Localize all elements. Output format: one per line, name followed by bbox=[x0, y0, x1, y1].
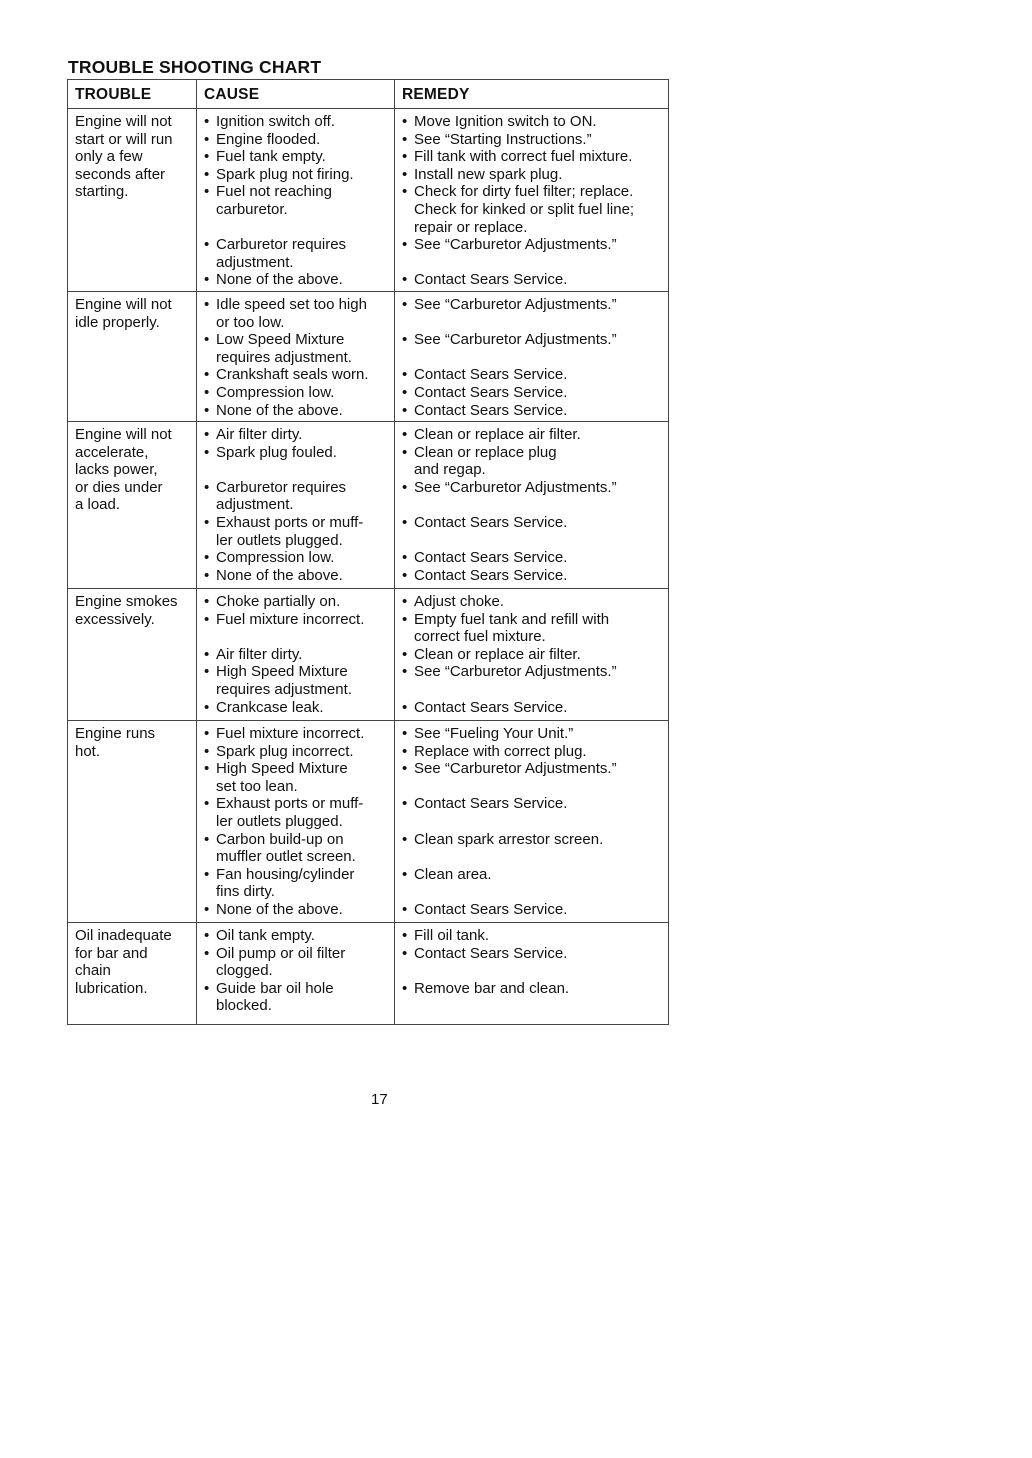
cause-text: Carburetor requires bbox=[216, 478, 347, 496]
remedy-cell bbox=[395, 923, 669, 1025]
remedy-cell bbox=[395, 109, 669, 292]
cause-text: carburetor. bbox=[216, 200, 288, 218]
spacer bbox=[204, 628, 388, 646]
remedy-item bbox=[402, 514, 662, 532]
page-number: 17 bbox=[371, 1091, 388, 1108]
spacer bbox=[402, 883, 662, 901]
bullet-icon: • bbox=[204, 426, 210, 444]
cause-text: Engine flooded. bbox=[216, 130, 321, 148]
cause-text: None of the above. bbox=[216, 901, 343, 919]
spacer bbox=[402, 962, 662, 980]
remedy-item bbox=[402, 795, 662, 813]
bullet-icon: • bbox=[204, 401, 210, 419]
cause-text: or too low. bbox=[216, 313, 285, 331]
remedy-item bbox=[402, 131, 662, 149]
table-row bbox=[68, 923, 669, 1025]
trouble-text: hot. bbox=[75, 742, 101, 760]
header-remedy: REMEDY bbox=[395, 80, 669, 109]
remedy-text: Clean or replace air filter. bbox=[414, 426, 581, 444]
bullet-icon: • bbox=[204, 165, 210, 183]
bullet-icon: • bbox=[204, 645, 210, 663]
cause-item bbox=[204, 183, 388, 218]
remedy-item bbox=[402, 236, 662, 254]
remedy-text: Check for kinked or split fuel line; bbox=[414, 200, 635, 218]
cause-cell bbox=[197, 291, 395, 421]
trouble-text: only a few bbox=[75, 148, 143, 166]
remedy-text: Contact Sears Service. bbox=[414, 566, 568, 584]
remedy-text: Fill oil tank. bbox=[414, 927, 490, 945]
table-row bbox=[68, 422, 669, 589]
trouble-text: excessively. bbox=[75, 610, 155, 628]
cause-text: Guide bar oil hole bbox=[216, 979, 334, 997]
cause-item bbox=[204, 549, 388, 567]
bullet-icon: • bbox=[402, 148, 408, 166]
bullet-icon: • bbox=[204, 478, 210, 496]
bullet-icon: • bbox=[204, 366, 210, 384]
cause-text: Exhaust ports or muff- bbox=[216, 514, 364, 532]
remedy-item bbox=[402, 479, 662, 497]
cause-item bbox=[204, 148, 388, 166]
cause-item bbox=[204, 426, 388, 444]
remedy-item bbox=[402, 183, 662, 236]
cause-text: Fuel mixture incorrect. bbox=[216, 610, 365, 628]
bullet-icon: • bbox=[402, 979, 408, 997]
cause-text: High Speed Mixture bbox=[216, 663, 348, 681]
cause-text: Fuel not reaching bbox=[216, 183, 332, 201]
remedy-item bbox=[402, 549, 662, 567]
cause-item bbox=[204, 567, 388, 585]
bullet-icon: • bbox=[402, 901, 408, 919]
bullet-icon: • bbox=[402, 760, 408, 778]
cause-text: requires adjustment. bbox=[216, 348, 352, 366]
remedy-cell bbox=[395, 589, 669, 721]
trouble-cell bbox=[68, 109, 197, 292]
remedy-text: See “Carburetor Adjustments.” bbox=[414, 478, 617, 496]
remedy-item bbox=[402, 901, 662, 919]
cause-item bbox=[204, 831, 388, 866]
remedy-text: Replace with correct plug. bbox=[414, 742, 587, 760]
remedy-text: See “Carburetor Adjustments.” bbox=[414, 331, 617, 349]
cause-item bbox=[204, 514, 388, 549]
cause-cell bbox=[197, 923, 395, 1025]
bullet-icon: • bbox=[402, 593, 408, 611]
remedy-item bbox=[402, 866, 662, 884]
bullet-icon: • bbox=[402, 514, 408, 532]
trouble-text: for bar and bbox=[75, 944, 148, 962]
cause-text: ler outlets plugged. bbox=[216, 531, 343, 549]
cause-text: Spark plug fouled. bbox=[216, 443, 337, 461]
bullet-icon: • bbox=[402, 663, 408, 681]
cause-item bbox=[204, 296, 388, 331]
trouble-text: or dies under bbox=[75, 478, 163, 496]
cause-text: High Speed Mixture bbox=[216, 760, 348, 778]
remedy-item bbox=[402, 366, 662, 384]
bullet-icon: • bbox=[204, 566, 210, 584]
bullet-icon: • bbox=[204, 295, 210, 313]
remedy-item bbox=[402, 927, 662, 945]
trouble-cell bbox=[68, 291, 197, 421]
trouble-text: Engine runs bbox=[75, 725, 156, 743]
remedy-item bbox=[402, 699, 662, 717]
cause-text: Oil tank empty. bbox=[216, 927, 315, 945]
bullet-icon: • bbox=[402, 725, 408, 743]
trouble-text: Engine will not bbox=[75, 295, 172, 313]
cause-text: Crankcase leak. bbox=[216, 698, 324, 716]
cause-item bbox=[204, 402, 388, 420]
cause-item bbox=[204, 166, 388, 184]
trouble-text: Engine smokes bbox=[75, 593, 178, 611]
bullet-icon: • bbox=[204, 130, 210, 148]
remedy-text: Contact Sears Service. bbox=[414, 901, 568, 919]
remedy-text: Remove bar and clean. bbox=[414, 979, 570, 997]
cause-text: Fuel tank empty. bbox=[216, 148, 326, 166]
header-cause: CAUSE bbox=[197, 80, 395, 109]
spacer bbox=[402, 314, 662, 332]
remedy-item bbox=[402, 980, 662, 998]
cause-cell bbox=[197, 721, 395, 923]
cause-text: Air filter dirty. bbox=[216, 645, 303, 663]
remedy-text: Fill tank with correct fuel mixture. bbox=[414, 148, 633, 166]
bullet-icon: • bbox=[402, 478, 408, 496]
remedy-item bbox=[402, 384, 662, 402]
remedy-text: Contact Sears Service. bbox=[414, 514, 568, 532]
bullet-icon: • bbox=[204, 725, 210, 743]
cause-item bbox=[204, 131, 388, 149]
cause-text: Fan housing/cylinder bbox=[216, 865, 355, 883]
trouble-text: a load. bbox=[75, 496, 121, 514]
cause-text: Choke partially on. bbox=[216, 593, 341, 611]
trouble-text: idle properly. bbox=[75, 313, 160, 331]
cause-text: Crankshaft seals worn. bbox=[216, 366, 369, 384]
bullet-icon: • bbox=[402, 830, 408, 848]
bullet-icon: • bbox=[402, 698, 408, 716]
remedy-cell bbox=[395, 291, 669, 421]
remedy-item bbox=[402, 725, 662, 743]
bullet-icon: • bbox=[402, 742, 408, 760]
spacer bbox=[402, 778, 662, 796]
bullet-icon: • bbox=[204, 148, 210, 166]
trouble-text: seconds after bbox=[75, 165, 166, 183]
table-row bbox=[68, 109, 669, 292]
header-trouble: TROUBLE bbox=[68, 80, 197, 109]
bullet-icon: • bbox=[402, 443, 408, 461]
trouble-text: start or will run bbox=[75, 130, 173, 148]
cause-text: adjustment. bbox=[216, 253, 294, 271]
cause-item bbox=[204, 927, 388, 945]
bullet-icon: • bbox=[204, 979, 210, 997]
remedy-item bbox=[402, 743, 662, 761]
cause-text: Fuel mixture incorrect. bbox=[216, 725, 365, 743]
remedy-item bbox=[402, 113, 662, 131]
cause-item bbox=[204, 593, 388, 611]
remedy-text: Clean or replace air filter. bbox=[414, 645, 581, 663]
trouble-cell bbox=[68, 422, 197, 589]
remedy-item bbox=[402, 271, 662, 289]
cause-cell bbox=[197, 589, 395, 721]
trouble-text: Oil inadequate bbox=[75, 927, 172, 945]
bullet-icon: • bbox=[204, 549, 210, 567]
remedy-text: See “Starting Instructions.” bbox=[414, 130, 592, 148]
bullet-icon: • bbox=[402, 401, 408, 419]
bullet-icon: • bbox=[204, 383, 210, 401]
remedy-item bbox=[402, 945, 662, 963]
remedy-cell bbox=[395, 422, 669, 589]
trouble-text: accelerate, bbox=[75, 443, 149, 461]
spacer bbox=[402, 532, 662, 550]
bullet-icon: • bbox=[204, 593, 210, 611]
cause-text: adjustment. bbox=[216, 496, 294, 514]
cause-text: Low Speed Mixture bbox=[216, 331, 345, 349]
remedy-item bbox=[402, 593, 662, 611]
bullet-icon: • bbox=[402, 426, 408, 444]
bullet-icon: • bbox=[204, 865, 210, 883]
bullet-icon: • bbox=[402, 645, 408, 663]
cause-item bbox=[204, 795, 388, 830]
remedy-item bbox=[402, 831, 662, 849]
bullet-icon: • bbox=[402, 366, 408, 384]
cause-item bbox=[204, 331, 388, 366]
spacer bbox=[402, 496, 662, 514]
bullet-icon: • bbox=[402, 183, 408, 201]
bullet-icon: • bbox=[402, 549, 408, 567]
cause-item bbox=[204, 444, 388, 462]
remedy-text: Contact Sears Service. bbox=[414, 401, 568, 419]
bullet-icon: • bbox=[204, 610, 210, 628]
cause-item bbox=[204, 866, 388, 901]
bullet-icon: • bbox=[204, 830, 210, 848]
cause-item bbox=[204, 760, 388, 795]
cause-text: Spark plug not firing. bbox=[216, 165, 354, 183]
remedy-item bbox=[402, 646, 662, 664]
remedy-text: Contact Sears Service. bbox=[414, 795, 568, 813]
cause-text: Ignition switch off. bbox=[216, 113, 335, 130]
remedy-item bbox=[402, 760, 662, 778]
remedy-text: Check for dirty fuel filter; replace. bbox=[414, 183, 634, 201]
remedy-text: See “Carburetor Adjustments.” bbox=[414, 760, 617, 778]
spacer bbox=[402, 349, 662, 367]
trouble-cell bbox=[68, 721, 197, 923]
table-header-row bbox=[68, 80, 669, 109]
remedy-item bbox=[402, 567, 662, 585]
cause-text: blocked. bbox=[216, 997, 272, 1015]
cause-text: muffler outlet screen. bbox=[216, 848, 356, 866]
cause-text: Carbon build-up on bbox=[216, 830, 344, 848]
trouble-text: Engine will not bbox=[75, 426, 172, 444]
bullet-icon: • bbox=[204, 795, 210, 813]
cause-text: set too lean. bbox=[216, 777, 298, 795]
spacer bbox=[204, 461, 388, 479]
remedy-item bbox=[402, 444, 662, 479]
cause-cell bbox=[197, 422, 395, 589]
remedy-text: Contact Sears Service. bbox=[414, 549, 568, 567]
cause-text: Air filter dirty. bbox=[216, 426, 303, 444]
remedy-text: See “Fueling Your Unit.” bbox=[414, 725, 574, 743]
remedy-item bbox=[402, 663, 662, 681]
remedy-text: Adjust choke. bbox=[414, 593, 505, 611]
remedy-text: Contact Sears Service. bbox=[414, 366, 568, 384]
bullet-icon: • bbox=[402, 865, 408, 883]
remedy-text: Clean area. bbox=[414, 865, 492, 883]
cause-item bbox=[204, 271, 388, 289]
remedy-item bbox=[402, 166, 662, 184]
cause-item bbox=[204, 663, 388, 698]
cause-item bbox=[204, 980, 388, 1015]
remedy-text: correct fuel mixture. bbox=[414, 628, 546, 646]
remedy-text: Clean or replace plug bbox=[414, 443, 557, 461]
cause-text: Carburetor requires bbox=[216, 236, 347, 254]
remedy-text: Empty fuel tank and refill with bbox=[414, 610, 610, 628]
bullet-icon: • bbox=[204, 183, 210, 201]
trouble-text: starting. bbox=[75, 183, 129, 201]
cause-item bbox=[204, 384, 388, 402]
bullet-icon: • bbox=[204, 901, 210, 919]
remedy-item bbox=[402, 331, 662, 349]
remedy-item bbox=[402, 402, 662, 420]
cause-text: clogged. bbox=[216, 962, 273, 980]
bullet-icon: • bbox=[402, 927, 408, 945]
spacer bbox=[402, 254, 662, 272]
remedy-text: See “Carburetor Adjustments.” bbox=[414, 295, 617, 313]
remedy-text: Contact Sears Service. bbox=[414, 271, 568, 289]
bullet-icon: • bbox=[402, 165, 408, 183]
cause-item bbox=[204, 646, 388, 664]
trouble-text: chain bbox=[75, 962, 111, 980]
table-row bbox=[68, 721, 669, 923]
bullet-icon: • bbox=[402, 610, 408, 628]
remedy-text: Contact Sears Service. bbox=[414, 944, 568, 962]
bullet-icon: • bbox=[402, 383, 408, 401]
table-row bbox=[68, 291, 669, 421]
bullet-icon: • bbox=[402, 566, 408, 584]
remedy-item bbox=[402, 148, 662, 166]
cause-text: None of the above. bbox=[216, 566, 343, 584]
bullet-icon: • bbox=[402, 944, 408, 962]
cause-text: ler outlets plugged. bbox=[216, 813, 343, 831]
remedy-item bbox=[402, 296, 662, 314]
cause-item bbox=[204, 113, 388, 131]
cause-text: None of the above. bbox=[216, 401, 343, 419]
spacer bbox=[204, 219, 388, 237]
trouble-text: Engine will not bbox=[75, 113, 172, 130]
remedy-cell bbox=[395, 721, 669, 923]
cause-item bbox=[204, 479, 388, 514]
bullet-icon: • bbox=[402, 236, 408, 254]
remedy-text: Install new spark plug. bbox=[414, 165, 563, 183]
bullet-icon: • bbox=[204, 443, 210, 461]
cause-item bbox=[204, 699, 388, 717]
cause-cell bbox=[197, 109, 395, 292]
cause-item bbox=[204, 901, 388, 919]
cause-text: Compression low. bbox=[216, 549, 335, 567]
remedy-text: Contact Sears Service. bbox=[414, 383, 568, 401]
cause-item bbox=[204, 743, 388, 761]
remedy-text: and regap. bbox=[414, 461, 486, 479]
table-body bbox=[68, 109, 669, 1025]
trouble-text: lubrication. bbox=[75, 979, 148, 997]
trouble-cell bbox=[68, 589, 197, 721]
cause-item bbox=[204, 366, 388, 384]
chart-title: TROUBLE SHOOTING CHART bbox=[68, 57, 322, 77]
bullet-icon: • bbox=[204, 663, 210, 681]
remedy-text: Contact Sears Service. bbox=[414, 698, 568, 716]
trouble-text: lacks power, bbox=[75, 461, 158, 479]
bullet-icon: • bbox=[402, 795, 408, 813]
bullet-icon: • bbox=[204, 271, 210, 289]
cause-text: Exhaust ports or muff- bbox=[216, 795, 364, 813]
cause-text: Oil pump or oil filter bbox=[216, 944, 346, 962]
bullet-icon: • bbox=[204, 944, 210, 962]
trouble-cell bbox=[68, 923, 197, 1025]
remedy-text: repair or replace. bbox=[414, 218, 528, 236]
bullet-icon: • bbox=[402, 331, 408, 349]
remedy-text: See “Carburetor Adjustments.” bbox=[414, 236, 617, 254]
cause-item bbox=[204, 611, 388, 629]
remedy-text: Clean spark arrestor screen. bbox=[414, 830, 604, 848]
remedy-item bbox=[402, 611, 662, 646]
cause-item bbox=[204, 236, 388, 271]
bullet-icon: • bbox=[402, 271, 408, 289]
cause-text: None of the above. bbox=[216, 271, 343, 289]
bullet-icon: • bbox=[204, 113, 210, 130]
spacer bbox=[402, 813, 662, 831]
remedy-item bbox=[402, 426, 662, 444]
cause-text: Spark plug incorrect. bbox=[216, 742, 354, 760]
cause-text: Idle speed set too high bbox=[216, 295, 367, 313]
bullet-icon: • bbox=[204, 742, 210, 760]
bullet-icon: • bbox=[402, 295, 408, 313]
cause-text: Compression low. bbox=[216, 383, 335, 401]
remedy-text: Move Ignition switch to ON. bbox=[414, 113, 597, 130]
bullet-icon: • bbox=[204, 514, 210, 532]
spacer bbox=[402, 848, 662, 866]
cause-text: requires adjustment. bbox=[216, 681, 352, 699]
spacer bbox=[402, 681, 662, 699]
cause-text: fins dirty. bbox=[216, 883, 275, 901]
bullet-icon: • bbox=[204, 331, 210, 349]
bullet-icon: • bbox=[204, 236, 210, 254]
troubleshooting-table bbox=[67, 79, 669, 1025]
bullet-icon: • bbox=[204, 760, 210, 778]
table-row bbox=[68, 589, 669, 721]
cause-item bbox=[204, 725, 388, 743]
remedy-text: See “Carburetor Adjustments.” bbox=[414, 663, 617, 681]
bullet-icon: • bbox=[204, 927, 210, 945]
bullet-icon: • bbox=[402, 130, 408, 148]
bullet-icon: • bbox=[402, 113, 408, 130]
bullet-icon: • bbox=[204, 698, 210, 716]
cause-item bbox=[204, 945, 388, 980]
